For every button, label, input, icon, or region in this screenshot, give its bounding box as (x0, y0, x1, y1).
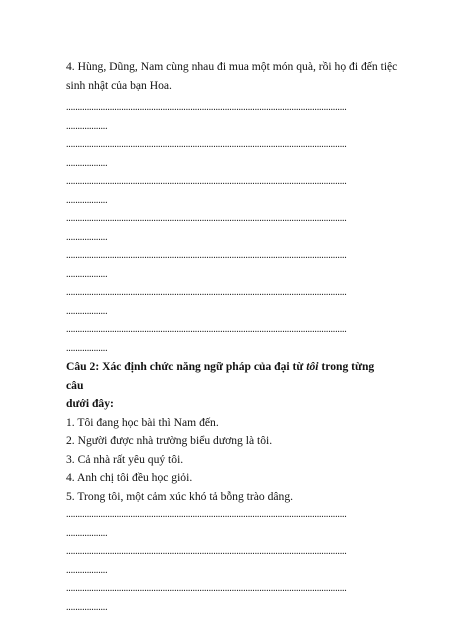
answer-line-continuation: .................. (66, 231, 108, 243)
question-2-items (66, 414, 384, 507)
question-2-item: 5. Trong tôi, một cảm xúc khó tả bỗng trào dâng. (66, 489, 294, 503)
answer-line: .......................................................................................................................... (66, 509, 347, 520)
answer-lines-block-2 (66, 506, 384, 617)
answer-lines-block-1 (66, 99, 384, 358)
question-2-item: 1. Tôi đang học bài thì Nam đến. (66, 415, 219, 429)
answer-line: .......................................................................................................................... (66, 176, 347, 187)
answer-line: .......................................................................................................................... (66, 213, 347, 224)
answer-line: .......................................................................................................................... (66, 139, 347, 150)
question-2-heading-part-2: trong từng câu (66, 360, 375, 392)
answer-line-continuation: .................. (66, 305, 108, 317)
answer-line-continuation: .................. (66, 120, 108, 132)
answer-line-continuation: .................. (66, 601, 108, 613)
page-content (66, 58, 398, 617)
answer-line: .......................................................................................................................... (66, 324, 347, 335)
answer-line: .......................................................................................................................... (66, 250, 347, 261)
answer-line-continuation: .................. (66, 194, 108, 206)
answer-line-continuation: .................. (66, 527, 108, 539)
answer-line-continuation: .................. (66, 157, 108, 169)
question-2-item: 2. Người được nhà trường biểu dương là tôi. (66, 434, 273, 447)
answer-line: .......................................................................................................................... (66, 546, 347, 557)
question-4-line-1: 4. Hùng, Dũng, Nam cùng nhau đi mua một món quà, rồi họ đi đến tiệc (66, 60, 398, 73)
question-2-heading-part-1: Câu 2: Xác định chức năng ngữ pháp của đại từ (66, 360, 307, 373)
answer-line: .......................................................................................................................... (66, 102, 347, 113)
question-2-item: 4. Anh chị tôi đều học giỏi. (66, 471, 193, 484)
question-2-heading-line-2: dưới đây: (66, 397, 114, 410)
question-2-item: 3. Cả nhà rất yêu quý tôi. (66, 452, 184, 466)
answer-line-continuation: .................. (66, 342, 108, 354)
question-2-heading-emphasis: tôi (306, 360, 319, 373)
answer-line-continuation: .................. (66, 268, 108, 280)
question-4-line-2: sinh nhật của bạn Hoa. (66, 78, 172, 92)
answer-line: .......................................................................................................................... (66, 583, 347, 594)
answer-line: .......................................................................................................................... (66, 287, 347, 298)
answer-line-continuation: .................. (66, 564, 108, 576)
question-2-heading (66, 358, 384, 395)
